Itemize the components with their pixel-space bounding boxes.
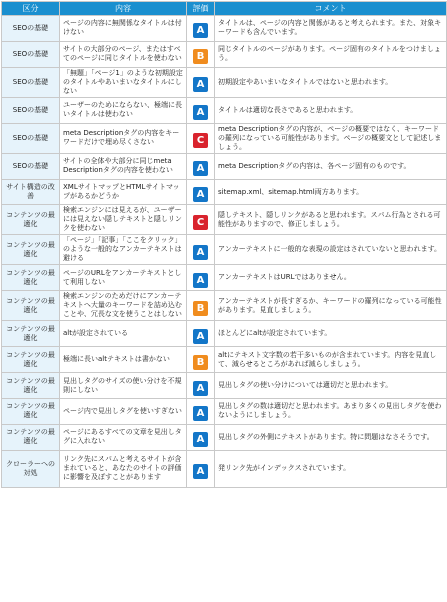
- table-header-row: [2, 2, 447, 16]
- row-evaluation: [187, 97, 215, 123]
- row-content: 検索エンジンのためだけにアンカーテキストへ大量のキーワードを詰め込むことや、冗長な文を使うことはしない: [60, 291, 187, 321]
- table-row: [2, 41, 447, 67]
- row-category: コンテンツの最適化: [2, 321, 60, 347]
- grade-badge: A: [193, 406, 208, 421]
- row-comment: 発リンク先がインデックスされています。: [215, 450, 447, 487]
- row-evaluation: [187, 67, 215, 97]
- header-content: 内容: [60, 2, 187, 16]
- row-evaluation: [187, 41, 215, 67]
- row-content: ページにあるすべての文章を見出しタグに入れない: [60, 424, 187, 450]
- table-row: [2, 179, 447, 205]
- row-comment: アンカーテキストが長すぎるか、キーワードの羅列になっている可能性があります。見直しましょう。: [215, 291, 447, 321]
- row-evaluation: [187, 205, 215, 235]
- table-row: [2, 67, 447, 97]
- grade-badge: A: [193, 23, 208, 38]
- grade-badge: A: [193, 245, 208, 260]
- row-evaluation: [187, 179, 215, 205]
- grade-badge: A: [193, 464, 208, 479]
- row-content: 「無題」「ページ1」のような初期設定のタイトルやあいまいなタイトルにしない: [60, 67, 187, 97]
- row-category: SEOの基礎: [2, 97, 60, 123]
- row-evaluation: [187, 450, 215, 487]
- table-row: [2, 265, 447, 291]
- grade-badge: A: [193, 273, 208, 288]
- row-comment: 見出しタグの数は適切だと思われます。あまり多くの見出しタグを使わないようにしましょう。: [215, 399, 447, 425]
- grade-badge: B: [193, 49, 208, 64]
- row-comment: meta Descriptionタグの内容は、各ページ固有のものです。: [215, 153, 447, 179]
- row-content: サイトの全体や大部分に同じmeta Descriptionタグの内容を使わない: [60, 153, 187, 179]
- row-category: コンテンツの最適化: [2, 235, 60, 265]
- row-content: XMLサイトマップとHTMLサイトマップがあるかどうか: [60, 179, 187, 205]
- row-content: altが設定されている: [60, 321, 187, 347]
- table-row: [2, 291, 447, 321]
- row-content: 検索エンジンには見えるが、ユーザーには見えない隠しテキストと隠しリンクを使わない: [60, 205, 187, 235]
- row-evaluation: [187, 373, 215, 399]
- row-comment: 見出しタグの使い分けについては適切だと思われます。: [215, 373, 447, 399]
- row-comment: altにテキスト文字数の若干多いものが含まれています。内容を見直して、減らせるところがあれば減らしましょう。: [215, 347, 447, 373]
- row-comment: 初期設定やあいまいなタイトルではないと思われます。: [215, 67, 447, 97]
- table-row: [2, 97, 447, 123]
- row-category: コンテンツの最適化: [2, 291, 60, 321]
- row-evaluation: [187, 399, 215, 425]
- grade-badge: A: [193, 432, 208, 447]
- row-comment: 同じタイトルのページがあります。ページ固有のタイトルをつけましょう。: [215, 41, 447, 67]
- row-evaluation: [187, 265, 215, 291]
- table-row: [2, 205, 447, 235]
- row-evaluation: [187, 291, 215, 321]
- row-comment: タイトルは適切な長さであると思われます。: [215, 97, 447, 123]
- row-category: SEOの基礎: [2, 67, 60, 97]
- grade-badge: A: [193, 105, 208, 120]
- grade-badge: A: [193, 381, 208, 396]
- table-row: [2, 399, 447, 425]
- row-category: コンテンツの最適化: [2, 205, 60, 235]
- row-content: 「ページ」「記事」「ここをクリック」のような一般的なアンカーテキストは避ける: [60, 235, 187, 265]
- table-row: [2, 321, 447, 347]
- row-content: ページ内で見出しタグを使いすぎない: [60, 399, 187, 425]
- row-category: コンテンツの最適化: [2, 347, 60, 373]
- row-content: サイトの大部分のページ、またはすべてのページに同じタイトルを使わない: [60, 41, 187, 67]
- row-content: ページのURLをアンカーテキストとして利用しない: [60, 265, 187, 291]
- header-category: 区分: [2, 2, 60, 16]
- table-row: [2, 123, 447, 153]
- row-content: meta Descriptionタグの内容をキーワードだけで埋め尽くさない: [60, 123, 187, 153]
- row-evaluation: [187, 347, 215, 373]
- row-content: 見出しタグのサイズの使い分けを不規則にしない: [60, 373, 187, 399]
- row-category: クローラーへの対処: [2, 450, 60, 487]
- table-row: [2, 153, 447, 179]
- row-evaluation: [187, 16, 215, 42]
- table-body: [2, 16, 447, 488]
- table-row: [2, 424, 447, 450]
- row-content: 極端に長いaltテキストは書かない: [60, 347, 187, 373]
- seo-evaluation-table: [1, 1, 447, 488]
- row-content: ユーザーのためにならない、極端に長いタイトルは使わない: [60, 97, 187, 123]
- grade-badge: B: [193, 301, 208, 316]
- row-evaluation: [187, 424, 215, 450]
- row-category: サイト構造の改善: [2, 179, 60, 205]
- grade-badge: B: [193, 355, 208, 370]
- row-evaluation: [187, 153, 215, 179]
- row-comment: 見出しタグの外側にテキストがあります。特に問題はなさそうです。: [215, 424, 447, 450]
- row-category: コンテンツの最適化: [2, 265, 60, 291]
- row-comment: ほとんどにaltが設定されています。: [215, 321, 447, 347]
- header-evaluation: 評価: [187, 2, 215, 16]
- row-comment: meta Descriptionタグの内容が、ページの概要ではなく、キーワードの羅列になっている可能性があります。ページの概要文として記述しましょう。: [215, 123, 447, 153]
- row-category: コンテンツの最適化: [2, 373, 60, 399]
- seo-report: [1, 1, 446, 488]
- table-row: [2, 450, 447, 487]
- table-row: [2, 235, 447, 265]
- row-category: SEOの基礎: [2, 16, 60, 42]
- row-comment: タイトルは、ページの内容と関係があると考えられます。また、対象キーワードも含んでいます。: [215, 16, 447, 42]
- header-comment: コメント: [215, 2, 447, 16]
- grade-badge: C: [193, 133, 208, 148]
- row-evaluation: [187, 321, 215, 347]
- row-content: リンク先にスパムと考えるサイトが含まれていると、あなたのサイトの評価に影響を及ぼすことがあります: [60, 450, 187, 487]
- row-evaluation: [187, 123, 215, 153]
- row-category: コンテンツの最適化: [2, 399, 60, 425]
- row-evaluation: [187, 235, 215, 265]
- grade-badge: A: [193, 161, 208, 176]
- row-comment: アンカーテキストはURLではありません。: [215, 265, 447, 291]
- row-category: SEOの基礎: [2, 153, 60, 179]
- row-category: SEOの基礎: [2, 123, 60, 153]
- row-comment: アンカーテキストに一般的な表現の設定はされていないと思われます。: [215, 235, 447, 265]
- row-category: コンテンツの最適化: [2, 424, 60, 450]
- row-category: SEOの基礎: [2, 41, 60, 67]
- row-comment: sitemap.xml、sitemap.html両方あります。: [215, 179, 447, 205]
- row-comment: 隠しテキスト、隠しリンクがあると思われます。スパム行為とされる可能性がありますので、修正しましょう。: [215, 205, 447, 235]
- grade-badge: A: [193, 329, 208, 344]
- row-content: ページの内容に無関係なタイトルは付けない: [60, 16, 187, 42]
- grade-badge: A: [193, 187, 208, 202]
- table-row: [2, 16, 447, 42]
- table-row: [2, 347, 447, 373]
- grade-badge: A: [193, 77, 208, 92]
- grade-badge: C: [193, 215, 208, 230]
- table-row: [2, 373, 447, 399]
